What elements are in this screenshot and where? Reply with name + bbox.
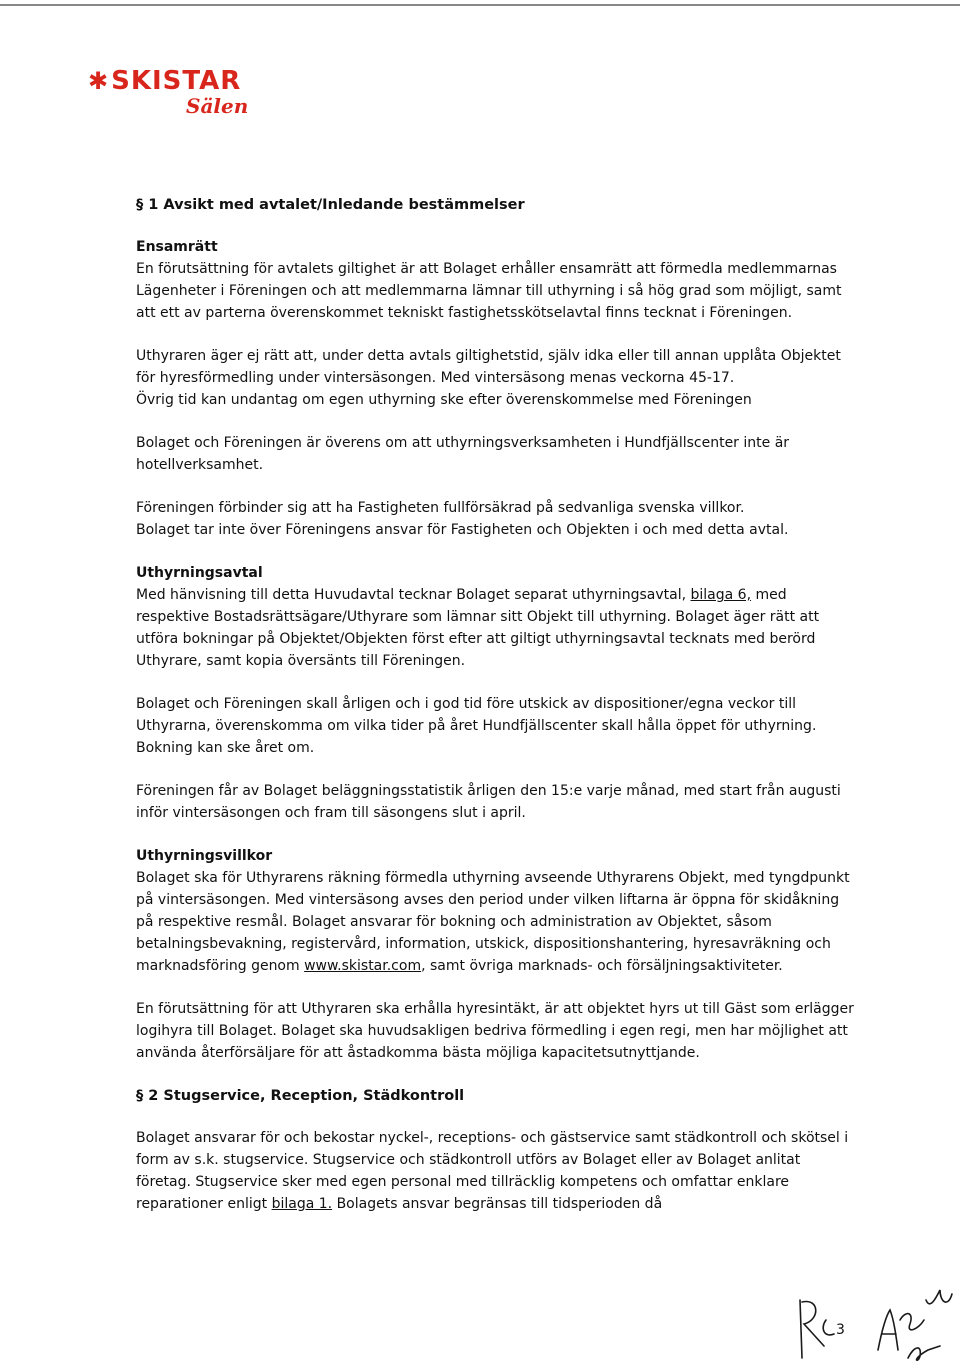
place-name: Sälen — [186, 94, 249, 118]
paragraph: Bolaget och Föreningen skall årligen och i god tid före utskick av dispositioner/egna veckor till Uthyrarna, överenskomma om vilka tider på året Hundfjällscenter skall hålla öppet för uthyrning. Bokning kan ske året om. — [136, 696, 817, 756]
snowflake-icon: ✱ — [88, 67, 110, 95]
skistar-url-link: www.skistar.com — [304, 958, 422, 974]
heading-uthyrningsavtal: Uthyrningsavtal — [136, 565, 263, 581]
scan-edge-line — [0, 4, 960, 6]
skistar-logo — [88, 66, 248, 118]
paragraph: Föreningen får av Bolaget beläggningsstatistik årligen den 15:e varje månad, med start från augusti inför vintersäsongen och fram till säsongens slut i april. — [136, 783, 841, 821]
section-2-title: § 2 Stugservice, Reception, Städkontroll — [136, 1088, 465, 1104]
paragraph: En förutsättning för att Uthyraren ska erhålla hyresintäkt, är att objektet hyrs ut till Gäst som erlägger logihyra till Bolaget. Bolaget ska huvudsakligen bedriva förmedling i egen regi, men har möjlighet att använda återförsäljare för att åstadkomma bästa möjliga kapacitetsutnyttjande. — [136, 1001, 854, 1061]
heading-uthyrningsvillkor: Uthyrningsvillkor — [136, 848, 273, 864]
paragraph: Bolaget ska för Uthyrarens räkning förmedla uthyrning avseende Uthyrarens Objekt, med tyngdpunkt på vintersäsongen. Med vintersäsong avses den period under vilken liftarna är öppna för skidåkning på respektive resmål. Bolaget ansvarar för bokning och administration av Objektet, såsom betalningsbevakning, registervård, information, utskick, dispositionshantering, hyresavräkning och marknadsföring genom www.skistar.com, samt övriga marknads- och försäljningsaktiviteter. — [136, 870, 850, 974]
page-number: 3 — [836, 1322, 845, 1338]
paragraph: Föreningen förbinder sig att ha Fastigheten fullförsäkrad på sedvanliga svenska villkor. Bolaget tar inte över Föreningens ansvar för Fastigheten och Objekten i och med detta avtal. — [136, 500, 789, 538]
brand-name: SKISTAR — [111, 66, 242, 96]
paragraph: Uthyraren äger ej rätt att, under detta avtals giltighetstid, själv idka eller till annan upplåta Objektet för hyresförmedling under vintersäsongen. Med vintersäsong menas veckorna 45-17. Övrig tid kan undantag om egen uthyrning ske efter överenskommelse med Föreningen — [136, 348, 841, 408]
heading-ensamratt: Ensamrätt — [136, 239, 218, 255]
paragraph: Bolaget och Föreningen är överens om att uthyrningsverksamheten i Hundfjällscenter inte är hotellverksamhet. — [136, 435, 790, 473]
bilaga-6-link: bilaga 6, — [690, 587, 752, 603]
paragraph: Med hänvisning till detta Huvudavtal tecknar Bolaget separat uthyrningsavtal, bilaga 6, med respektive Bostadsrättsägare/Uthyrare som lämnar sitt Objekt till uthyrning. Bolaget äger rätt att utföra bokningar på Objektet/Objekten först efter att giltigt uthyrningsavtal tecknats med berörd Uthyrare, samt kopia översänts till Föreningen. — [136, 587, 820, 669]
paragraph: En förutsättning för avtalets giltighet är att Bolaget erhåller ensamrätt att förmedla medlemmarnas Lägenheter i Föreningen och att medlemmarna lämnar till uthyrning i så hög grad som möjligt, samt att ett av parterna överenskommet tekniskt fastighetsskötselavtal finns tecknat i Föreningen. — [136, 261, 842, 321]
document-body — [136, 194, 856, 1236]
bilaga-1-link: bilaga 1. — [271, 1196, 333, 1212]
section-1-title: § 1 Avsikt med avtalet/Inledande bestämmelser — [136, 197, 525, 213]
handwritten-initials-signature — [790, 1280, 960, 1364]
paragraph: Bolaget ansvarar för och bekostar nyckel-, receptions- och gästservice samt städkontroll och skötsel i form av s.k. stugservice. Stugservice och städkontroll utförs av Bolaget eller av Bolaget anlitat företag. Stugservice sker med egen personal med tillräcklig kompetens och omfattar enklare reparationer enligt bilaga 1. Bolagets ansvar begränsas till tidsperioden då — [136, 1130, 849, 1212]
